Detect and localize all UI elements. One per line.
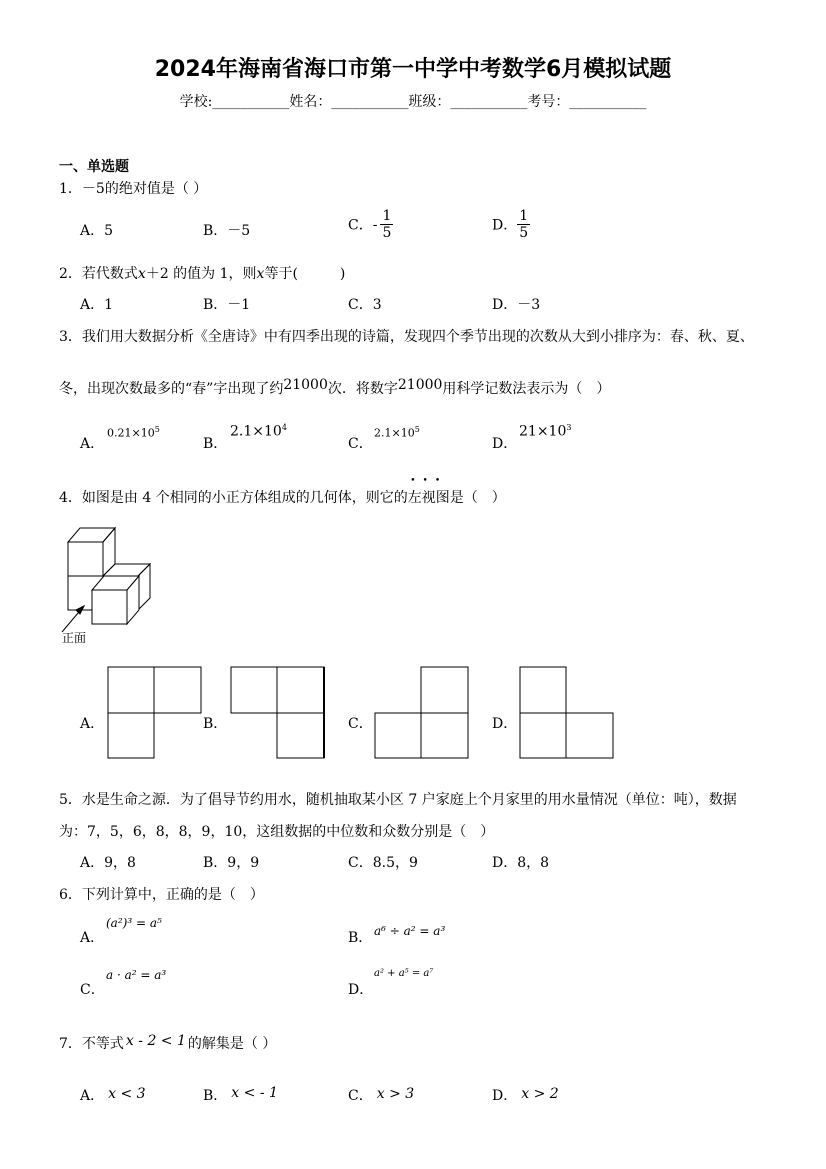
- number: 21000: [397, 377, 443, 393]
- question-2-option-c: C．3: [348, 297, 382, 313]
- question-4-option-b-label: B．: [203, 716, 228, 732]
- variable: x: [256, 266, 265, 282]
- stem-text: 是（ ）: [449, 490, 506, 506]
- question-4-option-d-figure: [519, 666, 615, 760]
- option-expr: x > 3: [376, 1086, 415, 1102]
- expr-exponent: 4: [281, 423, 287, 432]
- minus-sign: -: [372, 216, 378, 233]
- option-expr: x < - 1: [231, 1085, 278, 1101]
- stem-text: ＋2 的值为 1，则: [145, 266, 257, 282]
- question-5-option-a: A．9，8: [80, 855, 136, 871]
- question-6-option-b-expr: a⁶ ÷ a² = a³: [374, 924, 446, 938]
- stem-text: 次．将数字: [327, 381, 398, 397]
- question-5-line-2: 为：7，5，6，8，8，9，10，这组数据的中位数和众数分别是（ ）: [59, 824, 495, 840]
- question-1-option-d: [492, 208, 530, 241]
- question-2-stem: [59, 263, 345, 283]
- stem-text: 2．若代数式: [59, 266, 138, 282]
- question-3-line-2: [59, 378, 610, 398]
- stem-text-emphasis: 左视图: [407, 490, 450, 506]
- question-2-option-b: B．－1: [203, 297, 251, 313]
- question-7-option-a: [80, 1085, 146, 1105]
- question-3-option-d-label: D．: [492, 436, 518, 452]
- option-label: A．: [80, 1088, 105, 1104]
- question-1-option-b: B．－5: [203, 223, 251, 239]
- question-1-option-c: [348, 208, 393, 241]
- question-3-option-d-expr: [519, 423, 571, 440]
- question-2-option-d: D．－3: [492, 297, 541, 313]
- question-4-option-d-label: D．: [492, 716, 518, 732]
- fraction-numerator: 1: [519, 208, 529, 224]
- question-6-option-d-label: D．: [348, 982, 374, 998]
- question-7-option-b: [203, 1085, 278, 1105]
- question-3-option-a-expr: [107, 425, 160, 440]
- question-4-option-c-label: C．: [348, 716, 373, 732]
- question-3-option-b-expr: [230, 423, 287, 440]
- question-6-option-b-label: B．: [348, 930, 373, 946]
- question-4-option-a-figure: [107, 666, 203, 760]
- variable: x: [137, 266, 146, 282]
- question-4-option-c-figure: [374, 666, 470, 760]
- exam-title: 2024年海南省海口市第一中学中考数学6月模拟试题: [154, 57, 672, 82]
- stem-text: 4．如图是由 4 个相同的小正方体组成的几何体，则它的: [59, 490, 408, 506]
- expr-exponent: 5: [414, 425, 420, 434]
- number: 21000: [283, 377, 328, 393]
- section-heading-single-choice: 一、单选题: [59, 159, 129, 175]
- emphasis-dots: •••: [410, 476, 448, 486]
- option-label: C．: [348, 217, 373, 234]
- inequality-expr: x - 2 < 1: [125, 1033, 186, 1049]
- question-4-option-a-label: A．: [80, 716, 105, 732]
- question-7-option-d: [492, 1085, 559, 1105]
- stem-text: 用科学记数法表示为（ ）: [442, 381, 611, 397]
- question-6-option-a-label: A．: [80, 930, 105, 946]
- front-label: 正面: [62, 631, 87, 645]
- question-6-option-d-expr: a² + a⁵ = a⁷: [374, 968, 434, 979]
- option-label: B．: [203, 1088, 228, 1104]
- stem-text: 的解集是（ ）: [187, 1036, 277, 1052]
- fraction-denominator: 5: [519, 225, 529, 241]
- question-6-option-a-expr: (a²)³ = a⁵: [106, 916, 162, 930]
- question-7-option-c: [348, 1085, 414, 1105]
- question-5-option-d: D．8，8: [492, 855, 550, 871]
- question-3-option-b-label: B．: [203, 436, 228, 452]
- emphasis-dotted-text: [407, 476, 450, 506]
- expr-exponent: 3: [566, 423, 572, 432]
- question-7-stem: [59, 1033, 276, 1053]
- expr-base: 0.21×10: [107, 426, 155, 440]
- question-6-option-c-label: C．: [80, 982, 105, 998]
- question-5-option-c: C．8.5，9: [348, 855, 418, 871]
- stem-text: 冬，出现次数最多的“春”字出现了约: [59, 381, 284, 397]
- fraction-numerator: 1: [382, 208, 392, 224]
- option-expr: x > 2: [521, 1086, 559, 1102]
- question-6-stem: 6．下列计算中，正确的是（ ）: [59, 887, 264, 903]
- question-3-option-c-expr: [374, 425, 420, 440]
- fraction: [380, 208, 393, 241]
- expr-base: 21×10: [519, 423, 567, 440]
- question-2-option-a: A．1: [80, 297, 114, 313]
- question-3-option-a-label: A．: [80, 436, 105, 452]
- expr-base: 2.1×10: [230, 423, 282, 440]
- option-label: C．: [348, 1088, 373, 1104]
- fraction-denominator: 5: [382, 225, 392, 241]
- stem-text: 等于( ): [264, 266, 346, 282]
- student-info-line: 学校:___________姓名：___________班级：___________考号：___________: [179, 94, 647, 110]
- question-5-line-1: 5．水是生命之源．为了倡导节约用水，随机抽取某小区 7 户家庭上个月家里的用水量情况（单位：吨），数据: [59, 792, 737, 808]
- option-label: D．: [492, 1088, 518, 1104]
- question-1-option-a: A．5: [80, 223, 114, 239]
- option-expr: x < 3: [108, 1086, 146, 1102]
- question-4-option-b-figure: [230, 666, 326, 760]
- question-4-stem: [59, 476, 506, 507]
- question-5-option-b: B．9，9: [203, 855, 260, 871]
- question-3-line-1: 3．我们用大数据分析《全唐诗》中有四季出现的诗篇，发现四个季节出现的次数从大到小排序为：春、秋、夏、: [59, 329, 754, 345]
- fraction: [517, 208, 530, 241]
- expr-base: 2.1×10: [374, 426, 415, 440]
- expr-exponent: 5: [154, 425, 160, 434]
- question-6-option-c-expr: a · a² = a³: [106, 968, 167, 982]
- question-1-stem: 1．－5的绝对值是（ ）: [59, 181, 208, 197]
- stem-text: 7．不等式: [59, 1036, 124, 1052]
- option-label: D．: [492, 217, 518, 234]
- question-3-option-c-label: C．: [348, 436, 373, 452]
